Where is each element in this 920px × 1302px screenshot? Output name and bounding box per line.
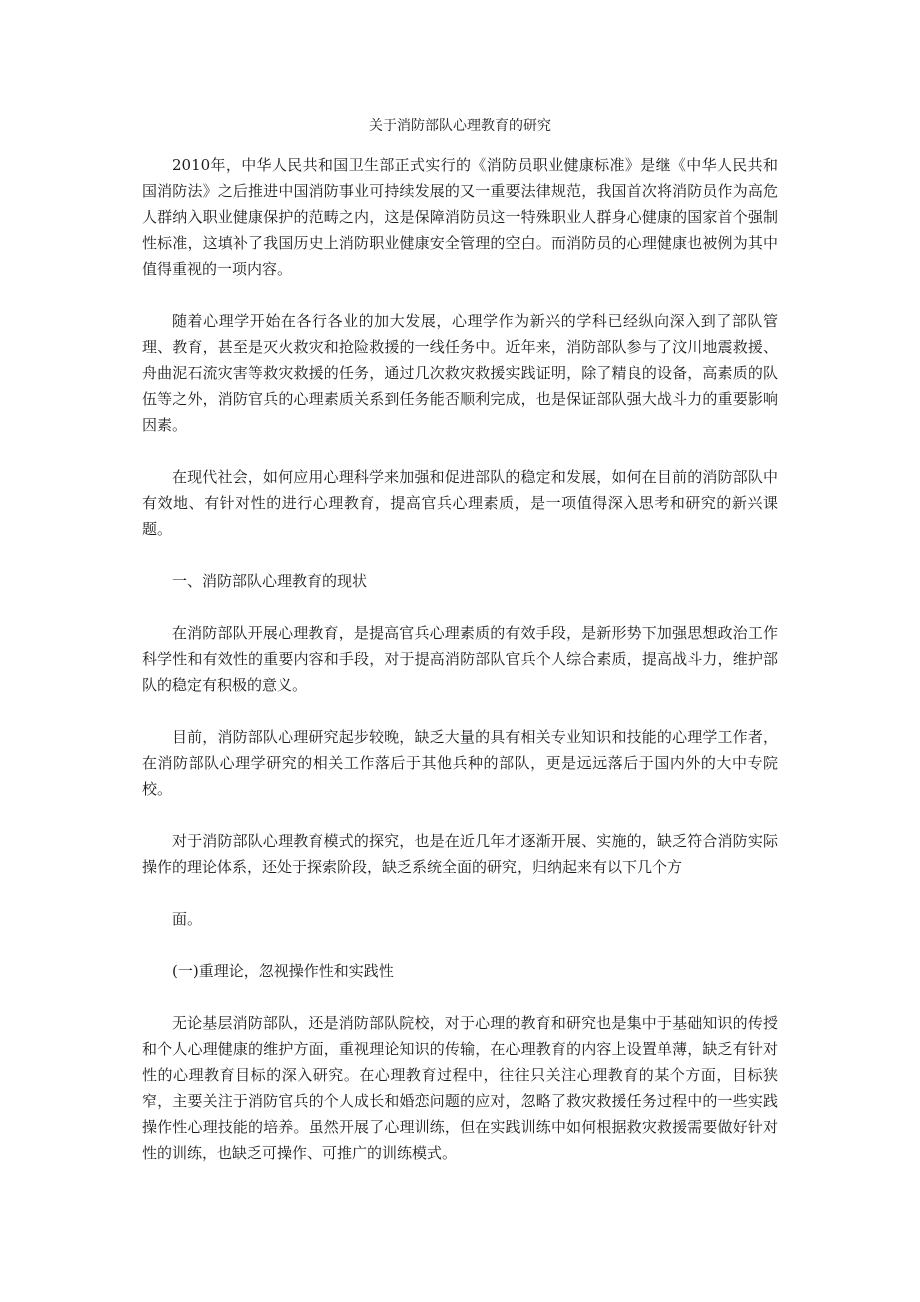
paragraph-section1-3: 对于消防部队心理教育模式的探究，也是在近几年才逐渐开展、实施的，缺乏符合消防实际操作的理论体系，还处于探索阶段，缺乏系统全面的研究，归纳起来有以下几个方	[142, 832, 778, 876]
document-title: 关于消防部队心理教育的研究	[369, 118, 551, 134]
paragraph-section1-1: 在消防部队开展心理教育，是提高官兵心理素质的有效手段，是新形势下加强思想政治工作科学性和有效性的重要内容和手段，对于提高消防部队官兵个人综合素质，提高战斗力，维护部队的稳定有积极的意义。	[142, 624, 778, 694]
paragraph-intro-1: 2010年，中华人民共和国卫生部正式实行的《消防员职业健康标准》是继《中华人民共和国消防法》之后推进中国消防事业可持续发展的又一重要法律规范，我国首次将消防员作为高危人群纳入职业健康保护的范畴之内，这是保障消防员这一特殊职业人群身心健康的国家首个强制性标准，这填补了我国历史上消防职业健康安全管理的空白。而消防员的心理健康也被例为其中值得重视的一项内容。	[142, 156, 778, 278]
paragraph-intro-3: 在现代社会，如何应用心理科学来加强和促进部队的稳定和发展，如何在目前的消防部队中有效地、有针对性的进行心理教育，提高官兵心理素质，是一项值得深入思考和研究的新兴课题。	[142, 468, 778, 538]
paragraph-subsection1: 无论基层消防部队，还是消防部队院校，对于心理的教育和研究也是集中于基础知识的传授和个人心理健康的维护方面，重视理论知识的传输，在心理教育的内容上设置单薄，缺乏有针对性的心理教育目标的深入研究。在心理教育过程中，往往只关注心理教育的某个方面，目标狭窄，主要关注于消防官兵的个人成长和婚恋问题的应对，忽略了救灾救援任务过程中的一些实践操作性心理技能的培养。虽然开展了心理训练，但在实践训练中如何根据救灾救援需要做好针对性的训练，也缺乏可操作、可推广的训练模式。	[142, 1014, 778, 1162]
section-heading-current-status: 一、消防部队心理教育的现状	[172, 572, 368, 590]
paragraph-section1-2: 目前，消防部队心理研究起步较晚，缺乏大量的具有相关专业知识和技能的心理学工作者，在消防部队心理学研究的相关工作落后于其他兵种的部队，更是远远落后于国内外的大中专院校。	[142, 728, 778, 798]
subsection-heading-theory: (一)重理论，忽视操作性和实践性	[172, 962, 394, 980]
paragraph-intro-2: 随着心理学开始在各行各业的加大发展，心理学作为新兴的学科已经纵向深入到了部队管理、教育，甚至是灭火救灾和抢险救援的一线任务中。近年来，消防部队参与了汶川地震救援、舟曲泥石流灾害等救灾救援的任务，通过几次救灾救援实践证明，除了精良的设备，高素质的队伍等之外，消防官兵的心理素质关系到任务能否顺利完成，也是保证部队强大战斗力的重要影响因素。	[142, 312, 778, 434]
paragraph-continuation: 面。	[172, 910, 203, 928]
